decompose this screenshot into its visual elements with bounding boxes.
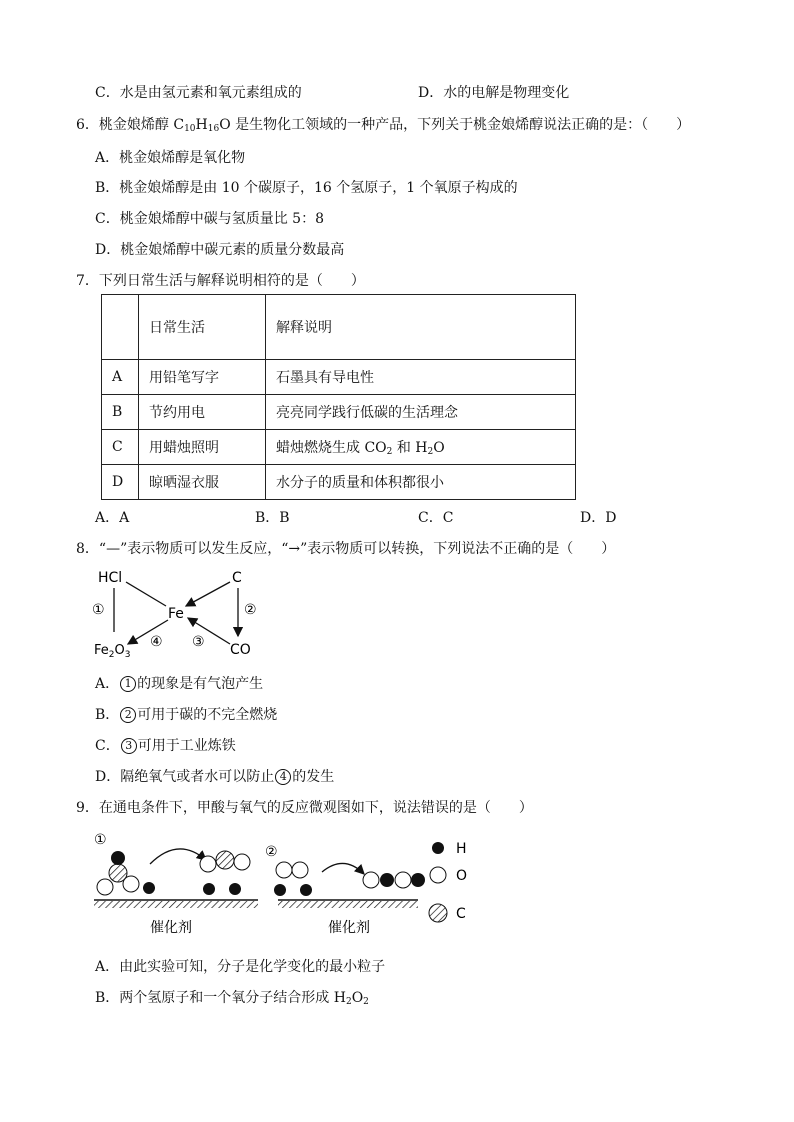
reaction-arrow xyxy=(150,849,206,864)
h-atom xyxy=(411,873,425,887)
label-2: ② xyxy=(244,602,257,618)
q5-option-d: D．水的电解是物理变化 xyxy=(418,85,570,101)
row-life: 节约用电 xyxy=(139,395,266,430)
catalyst-label-1: 催化剂 xyxy=(150,920,192,936)
panel-1-label: ① xyxy=(94,832,107,848)
c-atom xyxy=(216,851,234,869)
q9-option-a: A．由此实验可知，分子是化学变化的最小粒子 xyxy=(95,959,386,975)
row-label: C xyxy=(102,430,139,465)
table-row xyxy=(102,430,576,465)
table-header-cell: 解释说明 xyxy=(266,295,576,360)
q6-option-d: D．桃金娘烯醇中碳元素的质量分数最高 xyxy=(95,242,345,258)
q6-option-b: B．桃金娘烯醇是由 10 个碳原子，16 个氢原子，1 个氧原子构成的 xyxy=(95,180,518,196)
reaction-arrow xyxy=(322,863,364,874)
legend-o-label: O xyxy=(456,868,468,884)
o-atom xyxy=(363,872,379,888)
catalyst-surface xyxy=(94,901,258,908)
legend-h-icon xyxy=(432,842,444,854)
q8-option-d: D．隔绝氧气或者水可以防止 4 的发生 xyxy=(95,769,335,785)
q6-stem: 6．桃金娘烯醇 $C_{10}H_{16}O$ 是生物化工领域的一种产品，下列关于桃金娘烯醇说法正确的是：（ ） xyxy=(76,117,691,134)
legend-c-label: C xyxy=(456,906,466,922)
co-label: CO xyxy=(230,642,251,658)
h-atom xyxy=(143,882,155,894)
row-explain: 水分子的质量和体积都很小 xyxy=(266,465,576,500)
row-label: D xyxy=(102,465,139,500)
q6-option-a: A．桃金娘烯醇是氧化物 xyxy=(95,150,246,166)
hcl-fe-line xyxy=(126,582,166,606)
q8-option-a: A． 1 的现象是有气泡产生 xyxy=(95,676,264,692)
table-row xyxy=(102,465,576,500)
q7-stem: 7．下列日常生活与解释说明相符的是（ ） xyxy=(76,273,365,289)
c-fe-arrow xyxy=(186,582,230,606)
panel-2-label: ② xyxy=(265,844,278,860)
q8-reaction-diagram xyxy=(88,562,278,666)
fe-label: Fe xyxy=(168,606,184,622)
q7-option-b: B．B xyxy=(255,510,290,526)
q9-micro-diagram xyxy=(88,826,488,941)
o-atom xyxy=(276,862,292,878)
catalyst-label-2: 催化剂 xyxy=(328,920,370,936)
table-header-cell xyxy=(102,295,139,360)
q6-option-c: C．桃金娘烯醇中碳与氢质量比 5：8 xyxy=(95,211,324,227)
table-row xyxy=(102,395,576,430)
o-atom xyxy=(200,856,216,872)
hcl-label: HCl xyxy=(98,570,123,586)
label-1: ① xyxy=(92,602,105,618)
table-header-cell: 日常生活 xyxy=(139,295,266,360)
h-atom xyxy=(274,884,286,896)
row-label: B xyxy=(102,395,139,430)
h-atom xyxy=(111,851,125,865)
h-atom xyxy=(300,884,312,896)
row-explain: 石墨具有导电性 xyxy=(266,360,576,395)
table-row xyxy=(102,360,576,395)
legend-h-label: H xyxy=(456,841,467,857)
o-atom xyxy=(395,872,411,888)
q8-option-c: C． 3 可用于工业炼铁 xyxy=(95,738,236,754)
q9-option-b: B．两个氢原子和一个氧分子结合形成 $H_2O_2$ xyxy=(95,990,369,1007)
h-atom xyxy=(203,883,215,895)
legend-c-icon xyxy=(429,904,447,922)
c-label: C xyxy=(232,570,242,586)
q8-stem: 8．“—”表示物质可以发生反应，“→”表示物质可以转换，下列说法不正确的是（ ） xyxy=(76,541,616,557)
o-atom xyxy=(123,876,139,892)
q9-stem: 9．在通电条件下，甲酸与氧气的反应微观图如下，说法错误的是（ ） xyxy=(76,800,533,816)
q7-option-a: A．A xyxy=(95,510,130,526)
catalyst-surface xyxy=(278,901,418,908)
row-explain: 亮亮同学践行低碳的生活理念 xyxy=(266,395,576,430)
legend-o-icon xyxy=(430,867,446,883)
h-atom xyxy=(229,883,241,895)
row-life: 用铅笔写字 xyxy=(139,360,266,395)
o-atom xyxy=(97,879,113,895)
q8-option-b: B． 2 可用于碳的不完全燃烧 xyxy=(95,707,278,723)
label-4: ④ xyxy=(150,634,163,650)
q7-table xyxy=(101,294,576,500)
row-explain: 蜡烛燃烧生成 $CO_2$ 和 $H_2O$ xyxy=(266,430,576,465)
label-3: ③ xyxy=(192,634,205,650)
q5-option-c: C．水是由氢元素和氧元素组成的 xyxy=(95,85,302,101)
row-life: 用蜡烛照明 xyxy=(139,430,266,465)
o-atom xyxy=(234,854,250,870)
row-label: A xyxy=(102,360,139,395)
q7-option-c: C．C xyxy=(418,510,454,526)
h-atom xyxy=(380,873,394,887)
row-life: 晾晒湿衣服 xyxy=(139,465,266,500)
fe2o3-label: $Fe_2O_3$ xyxy=(94,643,131,660)
q7-option-d: D．D xyxy=(580,510,617,526)
o-atom xyxy=(292,862,308,878)
table-header-row xyxy=(102,295,576,360)
